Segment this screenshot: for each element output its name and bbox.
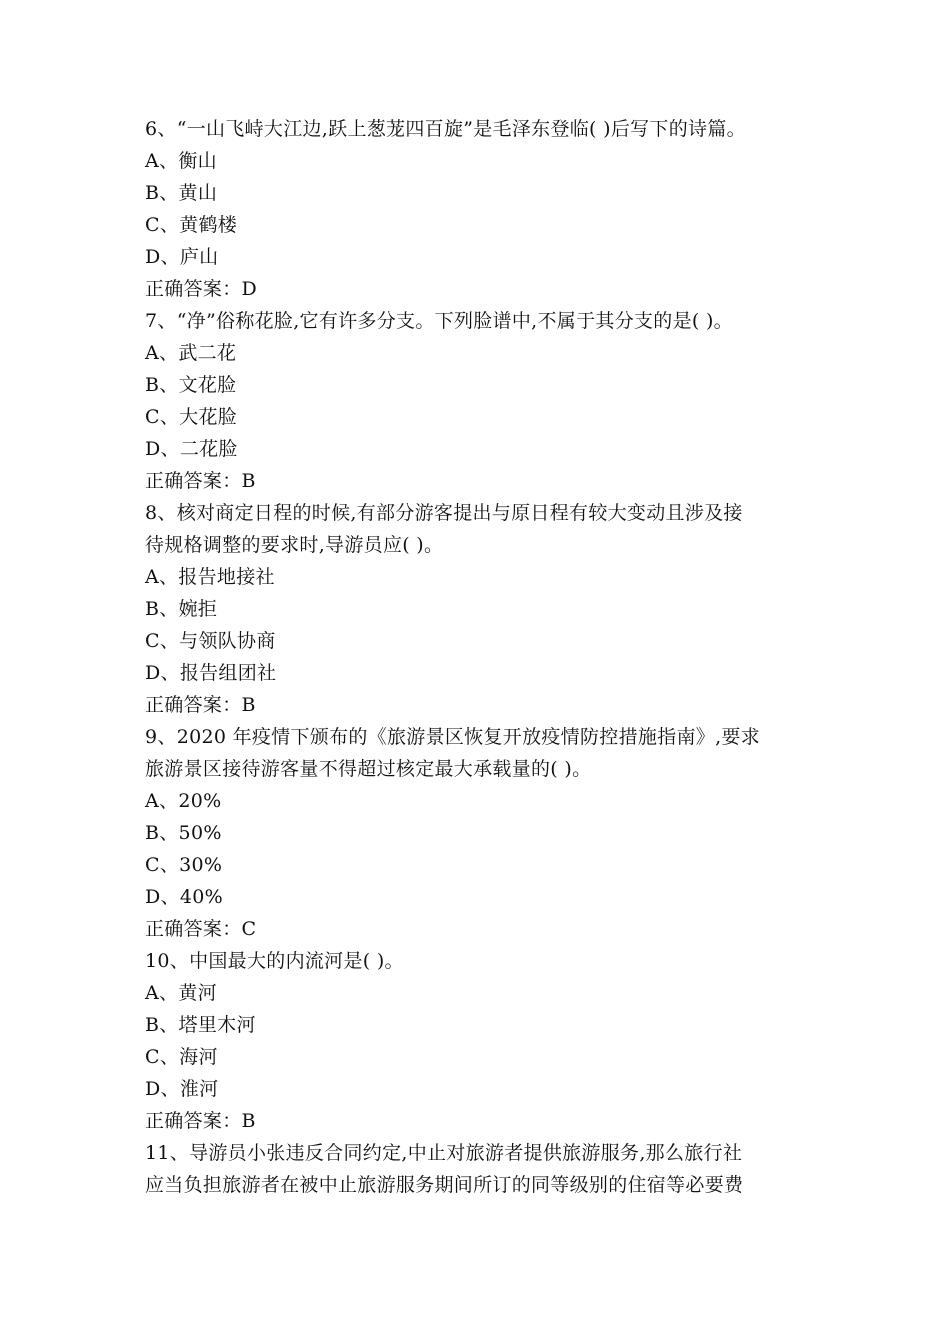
question-10-option-c: C、海河 <box>145 1046 218 1068</box>
question-8-option-d: D、报告组团社 <box>145 662 277 684</box>
question-6-answer: 正确答案：D <box>145 278 258 300</box>
question-9-answer: 正确答案：C <box>145 918 257 940</box>
question-9-option-c: C、30% <box>145 854 223 876</box>
question-7-option-c: C、大花脸 <box>145 406 238 428</box>
question-6-option-d: D、庐山 <box>145 246 219 268</box>
question-10-answer: 正确答案：B <box>145 1110 256 1132</box>
question-6-stem: 6、“一山飞峙大江边,跃上葱茏四百旋”是毛泽东登临( )后写下的诗篇。 <box>145 118 746 140</box>
question-7-option-d: D、二花脸 <box>145 438 238 460</box>
question-10-option-a: A、黄河 <box>145 982 217 1004</box>
question-10-option-d: D、淮河 <box>145 1078 219 1100</box>
question-6-option-a: A、衡山 <box>145 150 217 172</box>
question-9-option-a: A、20% <box>145 790 222 812</box>
question-8-option-b: B、婉拒 <box>145 598 218 620</box>
question-6-option-c: C、黄鹤楼 <box>145 214 238 236</box>
question-8-option-c: C、与领队协商 <box>145 630 276 652</box>
question-9-option-b: B、50% <box>145 822 222 844</box>
question-7-option-b: B、文花脸 <box>145 374 237 396</box>
question-7-option-a: A、武二花 <box>145 342 237 364</box>
question-8-option-a: A、报告地接社 <box>145 566 275 588</box>
question-7-stem: 7、“净”俗称花脸,它有许多分支。下列脸谱中,不属于其分支的是( )。 <box>145 310 733 332</box>
document-page <box>145 113 825 1201</box>
question-8-stem-line-2: 待规格调整的要求时,导游员应( )。 <box>145 534 444 556</box>
question-8-answer: 正确答案：B <box>145 694 256 716</box>
question-11-stem-line-2: 应当负担旅游者在被中止旅游服务期间所订的同等级别的住宿等必要费 <box>145 1174 744 1196</box>
question-10-stem: 10、中国最大的内流河是( )。 <box>145 950 404 972</box>
question-9-stem-line-2: 旅游景区接待游客量不得超过核定最大承载量的( )。 <box>145 758 592 780</box>
question-7-answer: 正确答案：B <box>145 470 256 492</box>
question-11-stem-line-1: 11、导游员小张违反合同约定,中止对旅游者提供旅游服务,那么旅行社 <box>145 1142 743 1164</box>
question-8-stem-line-1: 8、核对商定日程的时候,有部分游客提出与原日程有较大变动且涉及接 <box>145 502 743 524</box>
question-10-option-b: B、塔里木河 <box>145 1014 256 1036</box>
question-6-option-b: B、黄山 <box>145 182 218 204</box>
question-9-stem-line-1: 9、2020 年疫情下颁布的《旅游景区恢复开放疫情防控措施指南》,要求 <box>145 726 761 748</box>
question-9-option-d: D、40% <box>145 886 223 908</box>
